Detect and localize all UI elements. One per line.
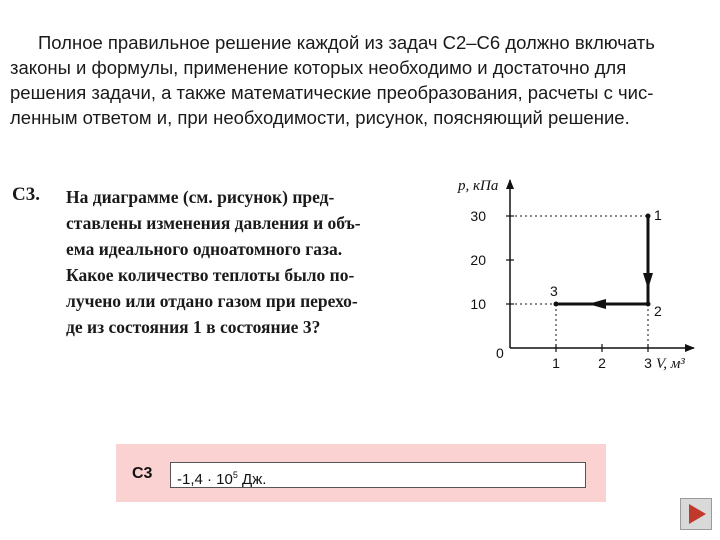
pv-diagram-svg xyxy=(448,170,710,385)
x-tick-label: 1 xyxy=(552,355,560,371)
instructions-line: ленным ответом и, при необходимости, рисунок, поясняющий решение. xyxy=(10,107,630,128)
task-statement xyxy=(66,184,426,340)
task-line: На диаграмме (см. рисунок) пред- xyxy=(66,187,335,207)
answer-unit: Дж. xyxy=(237,471,267,488)
next-slide-button[interactable] xyxy=(680,498,712,530)
x-tick-label: 3 xyxy=(644,355,652,371)
process-2-3-arrowhead xyxy=(588,299,606,309)
task-line: ставлены изменения давления и объ- xyxy=(66,213,361,233)
y-tick-label: 10 xyxy=(470,296,486,312)
answer-panel xyxy=(116,444,606,502)
instructions-line: законы и формулы, применение которых необходимо и достаточно для xyxy=(10,57,627,78)
y-axis-label: p, кПа xyxy=(458,178,499,194)
state-label-1: 1 xyxy=(654,207,662,223)
task-line: Какое количество теплоты было по- xyxy=(66,265,355,285)
instructions-paragraph xyxy=(10,30,710,130)
state-point-2 xyxy=(646,302,651,307)
state-label-3: 3 xyxy=(550,283,558,299)
instructions-line: Полное правильное решение каждой из задач С2–С6 должно включать xyxy=(38,32,655,53)
play-triangle-icon xyxy=(681,499,711,529)
x-tick-label: 2 xyxy=(598,355,606,371)
y-tick-label: 20 xyxy=(470,252,486,268)
pv-diagram xyxy=(448,170,710,385)
task-line: лучено или отдано газом при перехо- xyxy=(66,291,358,311)
task-line: ема идеального одноатомного газа. xyxy=(66,239,343,259)
x-axis-label: V, м³ xyxy=(656,356,685,372)
task-line: де из состояния 1 в состояние 3? xyxy=(66,317,321,337)
state-point-3 xyxy=(554,302,559,307)
answer-mantissa: -1,4 · 10 xyxy=(177,471,233,488)
answer-label: С3 xyxy=(132,465,153,482)
state-point-1 xyxy=(646,214,651,219)
y-tick-label: 30 xyxy=(470,208,486,224)
state-label-2: 2 xyxy=(654,303,662,319)
task-number: С3. xyxy=(12,184,40,205)
answer-exponent: 5 xyxy=(232,470,238,480)
origin-label: 0 xyxy=(496,345,504,361)
instructions-line: решения задачи, а также математические преобразования, расчеты с чис- xyxy=(10,82,654,103)
answer-field xyxy=(170,462,586,488)
